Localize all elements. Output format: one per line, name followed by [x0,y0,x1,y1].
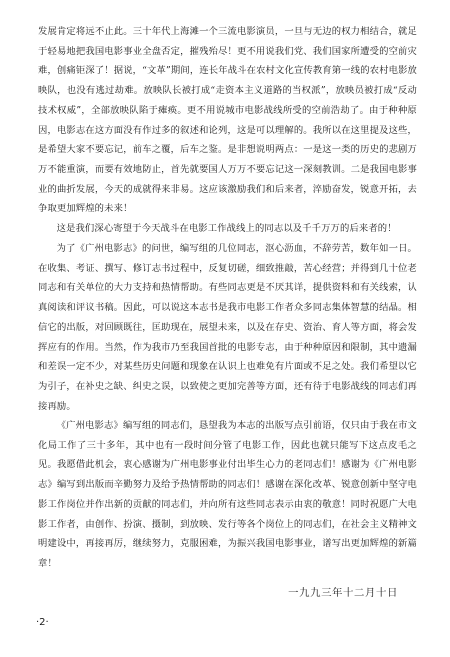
paragraph-continuation: 发展肯定将远不止此。三十年代上海滩一个三流电影演员，一旦与无边的权力相结合，就足于轻易地把我国电影事业全盘否定，摧残殆尽！更不用说我们党、我们国家所遭受的空前灾难，创痛钜深了！据说，“文革”期间，连长年战斗在农村文化宣传教育第一线的农村电影放映队，也没有逃过劫难。放映队长被打成“走资本主义道路的当权派”，放映员被打成“反动技术权威”，全部放映队陷于瘫痪。更不用说城市电影战线所受的空前浩劫了。由于种种原因，电影志在这方面没有作过多的叙述和论列，这是可以理解的。我所以在这里提及这些，是希望大家不要忘记，前车之覆，后车之鉴。是非想说明两点：一是这一类的历史的悲剧万万不能重演，而要有效地防止，首先就要国人万万不要忘记这一深刻教训。二是我国电影事业的曲折发展，今天的成就得来非易。这应该激励我们和后来者，淬励奋发，锐意开拓，去争取更加辉煌的未来！ [38,26,417,215]
paragraph-acknowledgement: 为了《广州电影志》的问世，编写组的几位同志，沤心沥血，不辞劳苦，数年如一日。在收集、考证、撰写、修订志书过程中，反复切磋，细致推敲，苦心经营；并得到几十位老同志和有关单位的大力支持和热情帮助。有些同志更是不厌其详，提供资料和有关线索，认真阅读和评议书稿。因此，可以说这本志书是我市电影工作者众多同志集体智慧的结晶。相信它的出版，对回顾既往，匡助现在，展望未来，以及在存史、资治、育人等方面，将会发挥应有的作用。当然，作为我市乃至我国首批的电影专志，由于种种原因和限制，其中遗漏和差误一定不少，对某些历史问题和现象在认识上也难免有片面或不足之处。我们希望以它为引子，在补史之缺、纠史之误，以致使之更加完善等方面，还有待于电影战线的同志们再接再励。 [38,243,417,412]
body-text-acknowledgement [38,239,417,416]
page-number: ·2· [36,617,49,628]
paragraph-hope: 这是我们深心寄望于今天战斗在电影工作战线上的同志以及千千万万的后来者的！ [56,223,397,234]
paragraph-closing: 《广州电影志》编写组的同志们，恳望我为本志的出版写点引前语，仅只由于我在市文化局工作了三十多年，其中也有一段时间分管了电影工作，因此也就只能写下这点皮毛之见。我愿借此机会，衷心感谢为广州电影事业付出毕生心力的老同志们！感谢为《广州电影志》编写到出版而辛勤努力及给予热情帮助的同志们！感谢在深化改革、锐意创新中坚守电影工作岗位并作出新的贡献的同志们，并向所有这些同志表示由衷的敬意！同时祝愿广大电影工作者，由创作、扮演、摄制，到放映、发行等各个岗位上的同志们，在社会主义精神文明建设中，再接再厉，继续努力，克服困难，为振兴我国电影事业，谱写出更加辉煌的新篇章！ [38,420,417,569]
signature-date: 一九九三年十二月十日 [288,587,398,599]
body-text-closing [38,416,417,574]
body-text-top [38,22,417,219]
body-text-middle [38,219,417,239]
